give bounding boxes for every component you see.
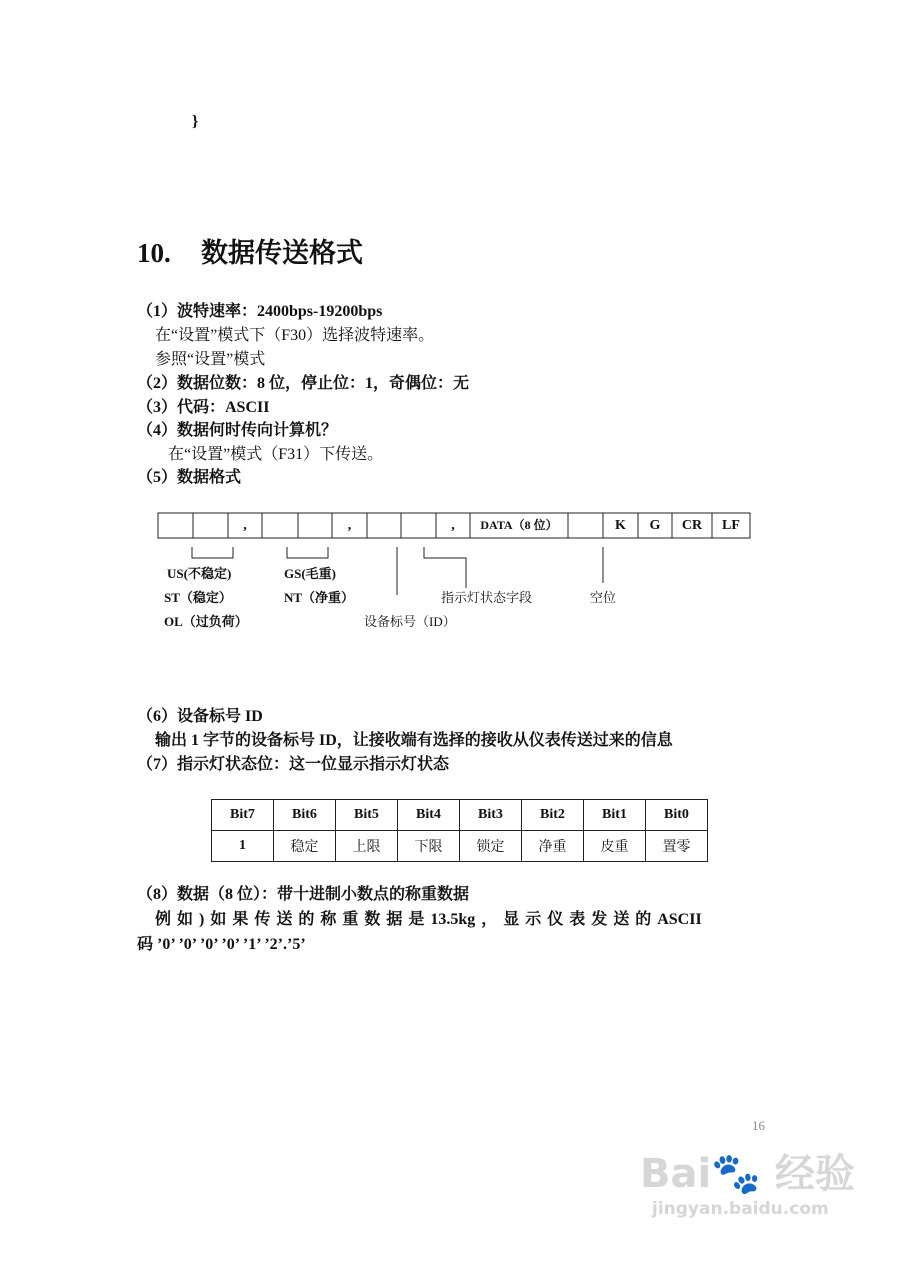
label-indicator: 指示灯状态字段 [441, 590, 533, 605]
line: 参照“设置”模式 [155, 351, 266, 368]
bit-header-cell: Bit5 [336, 800, 398, 831]
section-title: 数据传送格式 [201, 238, 363, 268]
frame-cell: LF [722, 518, 740, 533]
frame-cell: CR [681, 518, 703, 533]
label-device-id: 设备标号（ID） [364, 614, 456, 629]
frame-cell [193, 513, 228, 538]
bit-value-cell: 置零 [646, 831, 708, 862]
bit-header-cell: Bit7 [212, 800, 274, 831]
bit-header-cell: Bit1 [584, 800, 646, 831]
frame-cell: , [347, 518, 352, 533]
baidu-watermark [640, 1150, 855, 1220]
bit-value-cell: 稳定 [274, 831, 336, 862]
line: （5）数据格式 [137, 469, 242, 486]
frame-cell [568, 513, 603, 538]
watermark-logo-icon: Bai🐾 经验 [640, 1151, 855, 1197]
line: （3）代码：ASCII [137, 399, 270, 416]
frame-cell [262, 513, 298, 538]
indicator-bits-table [211, 799, 708, 862]
bit-header-cell: Bit3 [460, 800, 522, 831]
line: 码 ’0’ ’0’ ’0’ ’0’ ’1’ ’2’.’5’ [137, 936, 306, 953]
label-space: 空位 [590, 590, 617, 605]
line: （4）数据何时传向计算机？ [137, 422, 338, 439]
bit-header-cell: Bit2 [522, 800, 584, 831]
frame-cell [401, 513, 436, 538]
frame-cell: G [649, 518, 661, 533]
label-us: US(不稳定) [167, 566, 232, 581]
bit-value-cell: 皮重 [584, 831, 646, 862]
line: （1）波特速率：2400bps-19200bps [137, 303, 383, 320]
frame-cell [367, 513, 401, 538]
line: 输出 1 字节的设备标号 ID，让接收端有选择的接收从仪表传送过来的信息 [155, 732, 673, 749]
frame-cell: DATA（8 位） [480, 518, 558, 532]
section-number: 10. [137, 238, 171, 268]
bit-header-cell: Bit4 [398, 800, 460, 831]
line: （2）数据位数：8 位，停止位：1，奇偶位：无 [137, 375, 470, 392]
bit-header-cell: Bit6 [274, 800, 336, 831]
frame-cell: , [243, 518, 247, 533]
frame-cell: , [451, 518, 455, 533]
label-gs: GS(毛重) [284, 566, 337, 581]
line: 在“设置”模式下（F30）选择波特速率。 [155, 327, 435, 344]
line: （6）设备标号 ID [137, 708, 263, 725]
bit-header-cell: Bit0 [646, 800, 708, 831]
line: 在“设置”模式（F31）下传送。 [168, 446, 384, 463]
line: 例 如 ) 如 果 传 送 的 称 重 数 据 是 13.5kg ， 显 示 仪 表 发 送 的 ASCII [155, 911, 702, 928]
label-ol: OL（过负荷） [164, 614, 248, 629]
frame-cell [158, 513, 193, 538]
line: （7）指示灯状态位：这一位显示指示灯状态 [137, 756, 450, 773]
bit-value-cell: 上限 [336, 831, 398, 862]
bit-value-cell: 锁定 [460, 831, 522, 862]
label-st: ST（稳定） [164, 590, 232, 605]
frame-cell: K [615, 518, 626, 533]
frame-cell [298, 513, 332, 538]
closing-brace: } [192, 113, 199, 130]
bit-value-cell: 1 [212, 831, 274, 862]
label-nt: NT（净重） [284, 590, 355, 605]
bit-value-cell: 下限 [398, 831, 460, 862]
page-number: 16 [752, 1118, 765, 1133]
watermark-url: jingyan.baidu.com [652, 1199, 829, 1219]
bit-value-cell: 净重 [522, 831, 584, 862]
line: （8）数据（8 位）：带十进制小数点的称重数据 [137, 886, 470, 903]
